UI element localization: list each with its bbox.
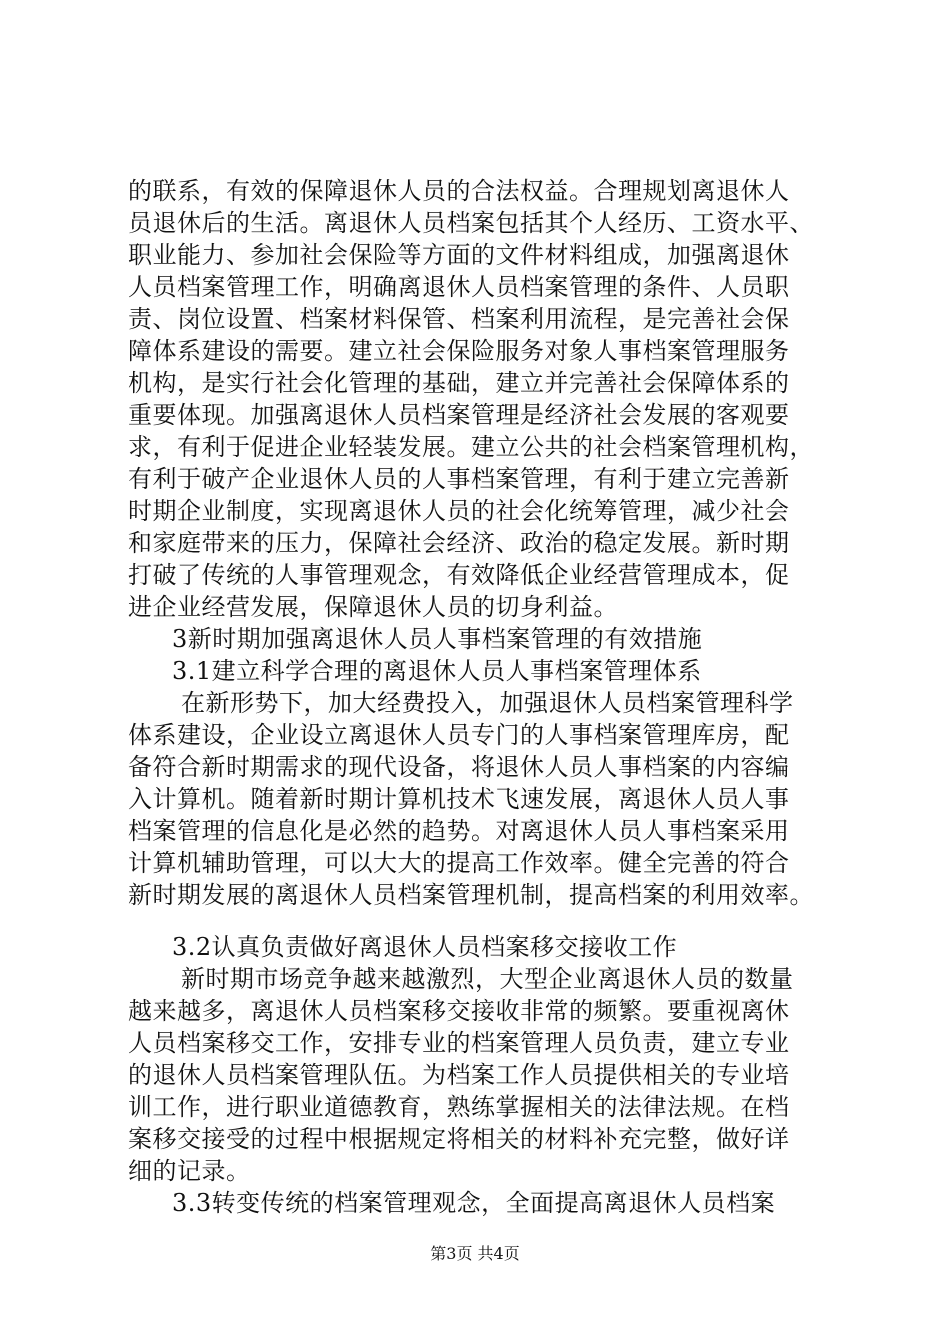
body-text-line: 在新形势下，加大经费投入，加强退休人员档案管理科学 bbox=[181, 689, 794, 717]
body-text-line: 训工作，进行职业道德教育，熟练掌握相关的法律法规。在档 bbox=[128, 1093, 790, 1121]
section-heading: 3新时期加强离退休人员人事档案管理的有效措施 bbox=[172, 625, 703, 653]
body-text-line: 的联系，有效的保障退休人员的合法权益。合理规划离退休人 bbox=[128, 177, 790, 205]
body-text-line: 和家庭带来的压力，保障社会经济、政治的稳定发展。新时期 bbox=[128, 529, 790, 557]
body-text-line: 新时期市场竞争越来越激烈，大型企业离退休人员的数量 bbox=[181, 965, 794, 993]
body-text-line: 新时期发展的离退休人员档案管理机制，提高档案的利用效率。 bbox=[128, 881, 814, 909]
body-text-line: 人员档案移交工作，安排专业的档案管理人员负责，建立专业 bbox=[128, 1029, 790, 1057]
body-text-line: 障体系建设的需要。建立社会保险服务对象人事档案管理服务 bbox=[128, 337, 790, 365]
subsection-heading: 3.2认真负责做好离退休人员档案移交接收工作 bbox=[172, 933, 678, 961]
body-text-line: 的退休人员档案管理队伍。为档案工作人员提供相关的专业培 bbox=[128, 1061, 790, 1089]
subsection-heading: 3.1建立科学合理的离退休人员人事档案管理体系 bbox=[172, 657, 702, 685]
body-text-line: 案移交接受的过程中根据规定将相关的材料补充完整，做好详 bbox=[128, 1125, 790, 1153]
body-text-line: 员退休后的生活。离退休人员档案包括其个人经历、工资水平、 bbox=[128, 209, 814, 237]
body-text-line: 职业能力、参加社会保险等方面的文件材料组成，加强离退休 bbox=[128, 241, 790, 269]
subsection-heading: 3.3转变传统的档案管理观念，全面提高离退休人员档案 bbox=[172, 1189, 776, 1217]
body-text-line: 重要体现。加强离退休人员档案管理是经济社会发展的客观要 bbox=[128, 401, 790, 429]
body-text-line: 细的记录。 bbox=[128, 1157, 251, 1185]
body-text-line: 体系建设，企业设立离退休人员专门的人事档案管理库房，配 bbox=[128, 721, 790, 749]
body-text-line: 人员档案管理工作，明确离退休人员档案管理的条件、人员职 bbox=[128, 273, 790, 301]
body-text-line: 入计算机。随着新时期计算机技术飞速发展，离退休人员人事 bbox=[128, 785, 790, 813]
body-text-line: 求，有利于促进企业轻装发展。建立公共的社会档案管理机构， bbox=[128, 433, 814, 461]
page-footer: 第3页 共4页 bbox=[430, 1244, 520, 1263]
body-text-line: 备符合新时期需求的现代设备，将退休人员人事档案的内容编 bbox=[128, 753, 790, 781]
body-text-line: 打破了传统的人事管理观念，有效降低企业经营管理成本，促 bbox=[128, 561, 790, 589]
body-text-line: 责、岗位设置、档案材料保管、档案利用流程，是完善社会保 bbox=[128, 305, 790, 333]
body-text-line: 有利于破产企业退休人员的人事档案管理，有利于建立完善新 bbox=[128, 465, 790, 493]
body-text-line: 机构，是实行社会化管理的基础，建立并完善社会保障体系的 bbox=[128, 369, 790, 397]
body-text-line: 进企业经营发展，保障退休人员的切身利益。 bbox=[128, 593, 618, 621]
body-text-line: 越来越多，离退休人员档案移交接收非常的频繁。要重视离休 bbox=[128, 997, 790, 1025]
body-text-line: 时期企业制度，实现离退休人员的社会化统筹管理，减少社会 bbox=[128, 497, 790, 525]
body-text-line: 计算机辅助管理，可以大大的提高工作效率。健全完善的符合 bbox=[128, 849, 790, 877]
body-text-line: 档案管理的信息化是必然的趋势。对离退休人员人事档案采用 bbox=[128, 817, 790, 845]
